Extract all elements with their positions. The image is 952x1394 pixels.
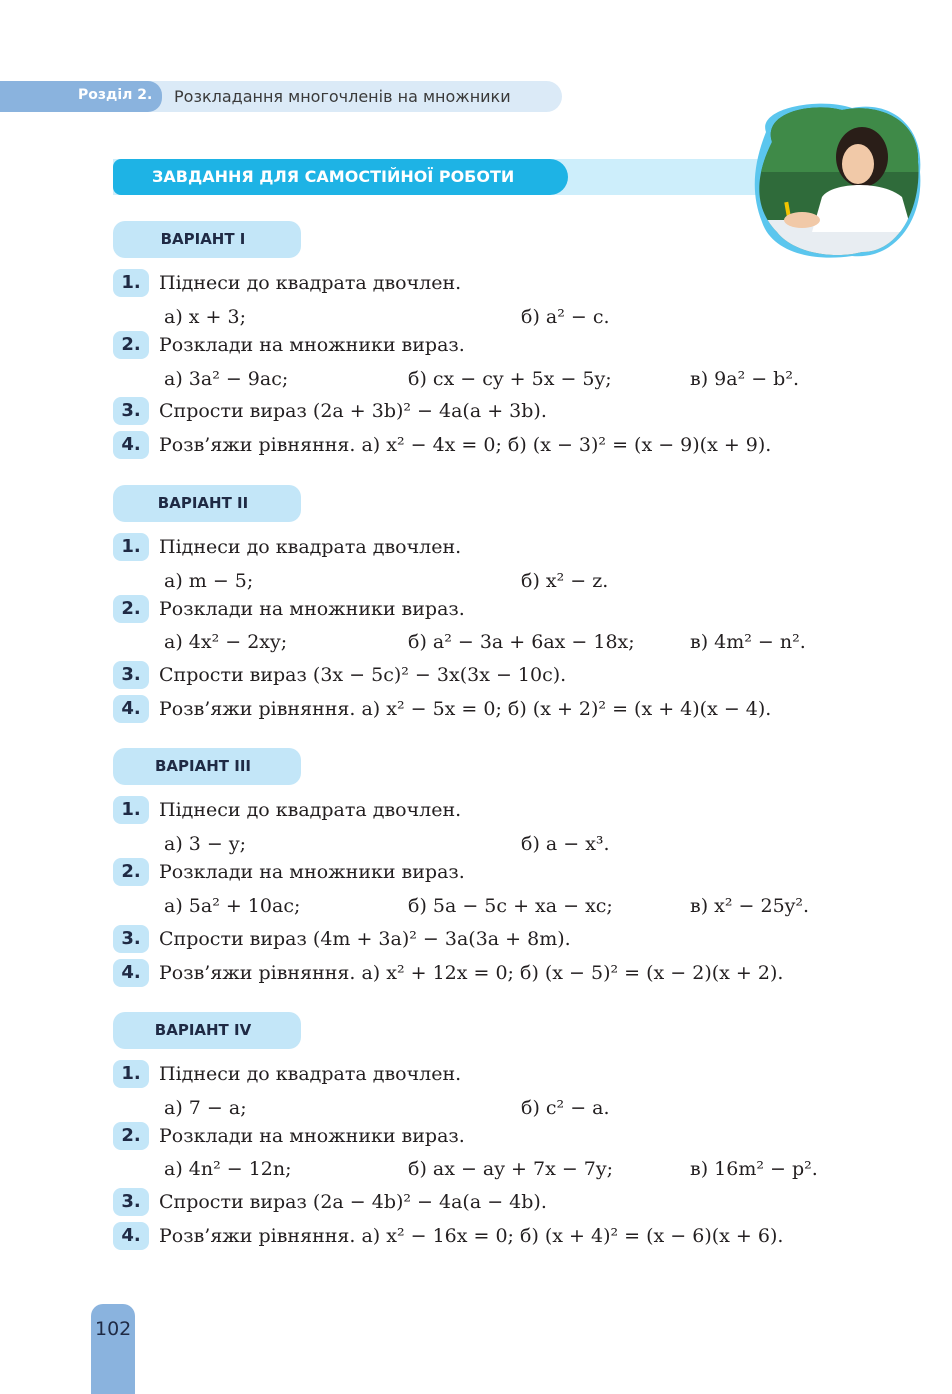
- variant-3-task-1-number: 1.: [113, 796, 149, 824]
- variant-3-task-1-a: а) 3 − y;: [164, 833, 247, 855]
- variant-2-label: ВАРІАНТ ІІ: [157, 494, 249, 512]
- variant-2-task-1-b: б) x² − z.: [521, 570, 609, 592]
- variant-1-task-3-number: 3.: [113, 397, 149, 425]
- variant-4-task-3-number: 3.: [113, 1188, 149, 1216]
- variant-3-task-2-b: б) 5a − 5c + xa − xc;: [408, 895, 613, 917]
- variant-1-task-1-b: б) a² − c.: [521, 306, 610, 328]
- variant-4-task-4-text: Розв’яжи рівняння. а) x² − 16x = 0; б) (x + 4)² = (x − 6)(x + 6).: [159, 1225, 784, 1247]
- variant-1-task-2-b: б) cx − cy + 5x − 5y;: [408, 368, 612, 390]
- page-number: 102: [95, 1318, 132, 1340]
- variant-1-task-1-number: 1.: [113, 269, 149, 297]
- variant-2-task-2-text: Розклади на множники вираз.: [159, 598, 465, 620]
- variant-4-task-1-b: б) c² − a.: [521, 1097, 610, 1119]
- variant-4-task-1-number: 1.: [113, 1060, 149, 1088]
- variant-2-task-2-c: в) 4m² − n².: [690, 631, 806, 653]
- variant-1-task-4-text: Розв’яжи рівняння. а) x² − 4x = 0; б) (x − 3)² = (x − 9)(x + 9).: [159, 434, 772, 456]
- variant-1-task-1-a: а) x + 3;: [164, 306, 246, 328]
- chapter-label: Розділ 2.: [78, 87, 153, 103]
- variant-3-label: ВАРІАНТ ІІІ: [155, 757, 251, 775]
- variant-2-task-3-text: Спрости вираз (3x − 5c)² − 3x(3x − 10c).: [159, 664, 567, 686]
- variant-4-task-2-b: б) ax − ay + 7x − 7y;: [408, 1158, 614, 1180]
- variant-1-task-1-text: Піднеси до квадрата двочлен.: [159, 272, 462, 294]
- variant-4-task-1-text: Піднеси до квадрата двочлен.: [159, 1063, 462, 1085]
- variant-4-task-2-number: 2.: [113, 1122, 149, 1150]
- variant-3-task-2-text: Розклади на множники вираз.: [159, 861, 465, 883]
- variant-3-task-1-text: Піднеси до квадрата двочлен.: [159, 799, 462, 821]
- variant-1-task-3-text: Спрости вираз (2a + 3b)² − 4a(a + 3b).: [159, 400, 547, 422]
- variant-2-task-4-number: 4.: [113, 695, 149, 723]
- variant-4-task-2-text: Розклади на множники вираз.: [159, 1125, 465, 1147]
- variant-3-task-2-c: в) x² − 25y².: [690, 895, 810, 917]
- variant-3-task-4-number: 4.: [113, 959, 149, 987]
- variant-4-task-1-a: а) 7 − a;: [164, 1097, 247, 1119]
- variant-3-tab: [113, 748, 301, 785]
- variant-4-tab: [113, 1012, 301, 1049]
- variant-1-label: ВАРІАНТ І: [160, 230, 246, 248]
- variant-1-task-2-number: 2.: [113, 331, 149, 359]
- variant-1-task-2-text: Розклади на множники вираз.: [159, 334, 465, 356]
- variant-3-task-2-number: 2.: [113, 858, 149, 886]
- variant-2-task-2-b: б) a² − 3a + 6ax − 18x;: [408, 631, 635, 653]
- variant-3-task-3-number: 3.: [113, 925, 149, 953]
- variant-1-task-2-c: в) 9a² − b².: [690, 368, 799, 390]
- variant-2-task-1-number: 1.: [113, 533, 149, 561]
- variant-1-tab: [113, 221, 301, 258]
- student-writing-illustration: [752, 102, 922, 260]
- variant-3-task-3-text: Спрости вираз (4m + 3a)² − 3a(3a + 8m).: [159, 928, 571, 950]
- variant-2-task-3-number: 3.: [113, 661, 149, 689]
- variant-4-label: ВАРІАНТ IV: [154, 1021, 252, 1039]
- variant-4-task-2-c: в) 16m² − p².: [690, 1158, 818, 1180]
- variant-2-task-2-number: 2.: [113, 595, 149, 623]
- variant-3-task-4-text: Розв’яжи рівняння. а) x² + 12x = 0; б) (x − 5)² = (x − 2)(x + 2).: [159, 962, 784, 984]
- variant-1-task-2-a: а) 3a² − 9ac;: [164, 368, 289, 390]
- chapter-title: Розкладання многочленів на множники: [174, 87, 511, 106]
- variant-3-task-1-b: б) a − x³.: [521, 833, 610, 855]
- variant-2-task-1-text: Піднеси до квадрата двочлен.: [159, 536, 462, 558]
- variant-1-task-4-number: 4.: [113, 431, 149, 459]
- variant-2-tab: [113, 485, 301, 522]
- variant-2-task-1-a: а) m − 5;: [164, 570, 254, 592]
- variant-4-task-2-a: а) 4n² − 12n;: [164, 1158, 292, 1180]
- variant-2-task-4-text: Розв’яжи рівняння. а) x² − 5x = 0; б) (x + 2)² = (x + 4)(x − 4).: [159, 698, 772, 720]
- variant-3-task-2-a: а) 5a² + 10ac;: [164, 895, 301, 917]
- variant-4-task-3-text: Спрости вираз (2a − 4b)² − 4a(a − 4b).: [159, 1191, 547, 1213]
- variant-4-task-4-number: 4.: [113, 1222, 149, 1250]
- variant-2-task-2-a: а) 4x² − 2xy;: [164, 631, 288, 653]
- section-title: ЗАВДАННЯ ДЛЯ САМОСТІЙНОЇ РОБОТИ: [152, 167, 515, 186]
